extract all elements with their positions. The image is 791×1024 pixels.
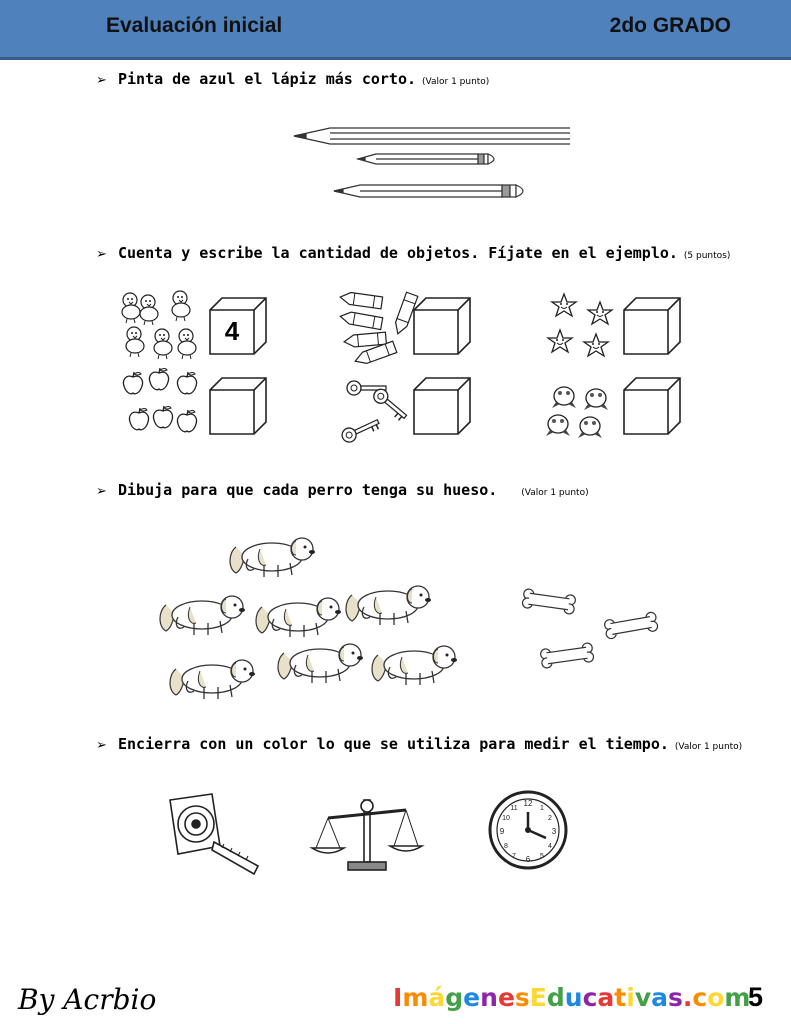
- question-3-points: (Valor 1 punto): [521, 488, 589, 498]
- dogs-bones-illustration: [150, 525, 670, 710]
- bullet-icon: ➢: [96, 484, 107, 499]
- question-1-points: (Valor 1 punto): [422, 77, 490, 87]
- balance-scale-icon: [312, 800, 422, 870]
- keys-group: [340, 381, 410, 444]
- question-2-text: Cuenta y escribe la cantidad de objetos. Fíjate en el ejemplo.: [118, 244, 678, 262]
- dog-icon: [256, 598, 341, 637]
- bone-icon: [540, 642, 594, 668]
- answer-box-example: [210, 298, 266, 354]
- dog-icon: [230, 538, 315, 577]
- dog-icon: [346, 586, 431, 625]
- brand-logo: ImágenesEducativas.com: [393, 983, 751, 1012]
- apples-group: [123, 368, 196, 432]
- example-answer: 4: [224, 316, 240, 346]
- svg-text:2: 2: [548, 815, 552, 822]
- answer-box-bugs[interactable]: [624, 378, 680, 434]
- svg-text:12: 12: [523, 799, 533, 808]
- pencil-short-icon: [358, 154, 494, 164]
- svg-text:10: 10: [502, 815, 510, 822]
- dog-icon: [372, 646, 457, 685]
- pencil-long-icon: [294, 128, 570, 144]
- measuring-tools: [160, 788, 580, 883]
- pencil-medium-icon: [334, 185, 523, 197]
- svg-text:11: 11: [510, 805, 518, 812]
- bone-icon: [604, 612, 659, 640]
- answer-box-apples[interactable]: [210, 378, 266, 434]
- stars-group: [548, 294, 612, 356]
- svg-text:6: 6: [525, 855, 531, 864]
- svg-text:5: 5: [540, 853, 544, 860]
- svg-text:4: 4: [548, 843, 552, 850]
- bullet-icon: ➢: [96, 247, 107, 262]
- svg-text:1: 1: [540, 805, 544, 812]
- chicks-group: [122, 291, 196, 359]
- bone-icon: [522, 588, 576, 614]
- clock-icon[interactable]: [490, 792, 566, 868]
- question-4-points: (Valor 1 punto): [674, 742, 743, 752]
- bullet-icon: ➢: [96, 738, 107, 753]
- question-4-text: Encierra con un color lo que se utiliza para medir el tiempo.: [118, 735, 669, 753]
- question-1-text: Pinta de azul el lápiz más corto.: [118, 70, 417, 88]
- svg-text:7: 7: [512, 853, 516, 860]
- pencils-illustration: [290, 118, 570, 210]
- svg-text:8: 8: [504, 843, 508, 850]
- question-2: [96, 244, 730, 262]
- author-signature: By Acrbio: [18, 983, 157, 1016]
- dog-icon: [170, 660, 255, 699]
- svg-text:9: 9: [499, 827, 505, 836]
- bugs-group: [546, 387, 608, 438]
- svg-text:3: 3: [551, 827, 557, 836]
- page-number: 5: [748, 982, 764, 1012]
- counting-grid: [118, 288, 698, 448]
- question-2-points: (5 puntos): [683, 251, 731, 261]
- dog-icon: [160, 596, 245, 635]
- question-3-text: Dibuja para que cada perro tenga su hueso.: [118, 481, 498, 499]
- header-grade: 2do GRADO: [609, 14, 731, 37]
- dog-icon: [278, 644, 363, 683]
- question-3: [96, 481, 589, 499]
- header-title: Evaluación inicial: [106, 14, 283, 37]
- answer-box-crayons[interactable]: [414, 298, 470, 354]
- answer-box-stars[interactable]: [624, 298, 680, 354]
- tape-measure-icon: [170, 794, 258, 874]
- question-1: [96, 70, 489, 88]
- question-4: [96, 735, 742, 753]
- page-header: [0, 0, 791, 60]
- crayons-group: [339, 291, 418, 367]
- bullet-icon: ➢: [96, 73, 107, 88]
- answer-box-keys[interactable]: [414, 378, 470, 434]
